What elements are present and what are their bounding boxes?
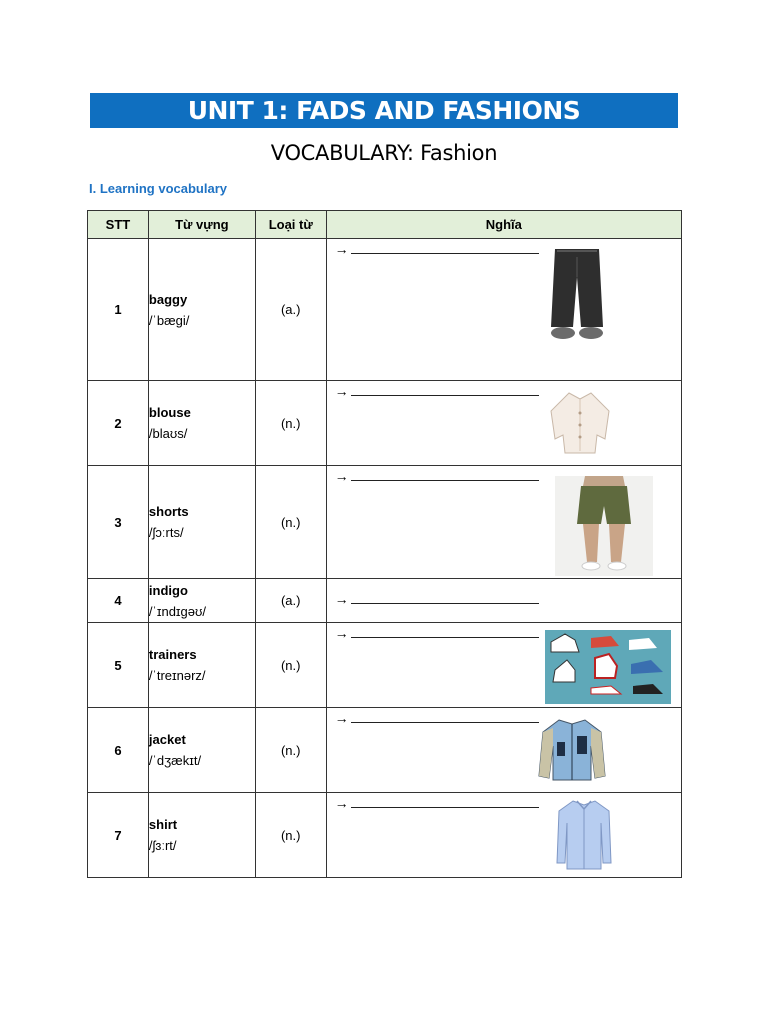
vocab-word: baggy — [148, 291, 188, 307]
table-row — [88, 708, 682, 793]
table-header-row — [88, 211, 682, 239]
answer-blank[interactable] — [351, 468, 539, 481]
pronunciation: /ʃɔːrts/ — [148, 525, 184, 540]
vocab-word: blouse — [148, 405, 191, 420]
meaning-cell — [326, 793, 681, 878]
shorts-icon — [555, 476, 653, 576]
word-type: (n.) — [255, 466, 326, 579]
row-number: 1 — [88, 239, 149, 381]
arrow-icon: → — [334, 241, 349, 257]
jacket-icon — [537, 716, 607, 784]
vocab-word: jacket — [148, 732, 186, 747]
arrow-icon: → — [334, 591, 349, 607]
table-row — [88, 466, 682, 579]
table-row — [88, 623, 682, 708]
word-type: (a.) — [255, 579, 326, 623]
meaning-cell — [326, 466, 681, 579]
arrow-icon: → — [334, 625, 349, 641]
row-number: 6 — [88, 708, 149, 793]
answer-blank[interactable] — [351, 383, 539, 396]
arrow-icon: → — [334, 710, 349, 726]
word-type: (n.) — [255, 381, 326, 466]
pronunciation: /ʃɜːrt/ — [148, 838, 177, 853]
table-row — [88, 579, 682, 623]
row-number: 2 — [88, 381, 149, 466]
word-cell — [148, 793, 255, 878]
arrow-icon: → — [334, 795, 349, 811]
answer-blank[interactable] — [351, 795, 539, 808]
row-number: 7 — [88, 793, 149, 878]
word-cell — [148, 579, 255, 623]
column-header: Từ vựng — [148, 211, 255, 239]
answer-blank[interactable] — [351, 241, 539, 254]
arrow-icon: → — [334, 468, 349, 484]
table-row — [88, 239, 682, 381]
table-row — [88, 793, 682, 878]
arrow-icon: → — [334, 383, 349, 399]
meaning-cell — [326, 381, 681, 466]
word-cell — [148, 466, 255, 579]
row-number: 4 — [88, 579, 149, 623]
column-header: Loại từ — [255, 211, 326, 239]
meaning-cell — [326, 239, 681, 381]
answer-blank[interactable] — [351, 625, 539, 638]
word-type: (n.) — [255, 793, 326, 878]
vocab-word: indigo — [148, 582, 188, 598]
meaning-cell — [326, 623, 681, 708]
unit-title-banner: UNIT 1: FADS AND FASHIONS — [90, 93, 678, 128]
word-cell — [148, 381, 255, 466]
pronunciation: /ˈtreɪnərz/ — [148, 668, 206, 683]
row-number: 3 — [88, 466, 149, 579]
word-cell — [148, 623, 255, 708]
pronunciation: /ˈdʒækɪt/ — [148, 753, 202, 768]
page-subtitle: VOCABULARY: Fashion — [270, 141, 498, 165]
shirt-icon — [555, 799, 613, 871]
baggy-pants-icon — [549, 247, 605, 341]
column-header: Nghĩa — [326, 211, 681, 239]
row-number: 5 — [88, 623, 149, 708]
meaning-cell — [326, 579, 681, 623]
word-type: (n.) — [255, 708, 326, 793]
answer-blank[interactable] — [351, 591, 539, 604]
word-cell — [148, 708, 255, 793]
word-type: (n.) — [255, 623, 326, 708]
pronunciation: /ˈbæɡi/ — [148, 312, 190, 328]
meaning-cell — [326, 708, 681, 793]
column-header: STT — [88, 211, 149, 239]
word-cell — [148, 239, 255, 381]
table-row — [88, 381, 682, 466]
trainers-icon — [545, 630, 671, 704]
pronunciation: /blaʊs/ — [148, 426, 188, 441]
word-type: (a.) — [255, 239, 326, 381]
vocab-word: trainers — [148, 647, 197, 662]
vocab-word: shorts — [148, 504, 189, 519]
pronunciation: /ˈɪndɪɡəʊ/ — [148, 603, 207, 619]
blouse-icon — [547, 389, 613, 457]
section-heading: I. Learning vocabulary — [89, 181, 227, 196]
vocabulary-table — [87, 210, 682, 878]
vocab-word: shirt — [148, 817, 178, 832]
answer-blank[interactable] — [351, 710, 539, 723]
